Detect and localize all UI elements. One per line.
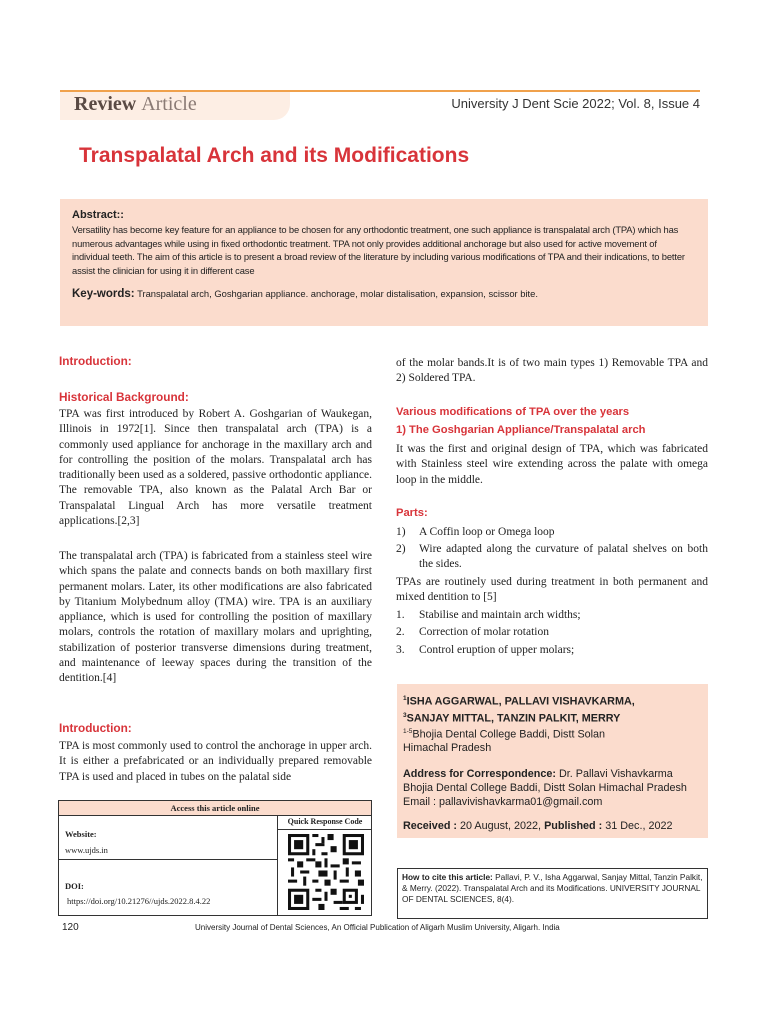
email[interactable]: Email : pallavivishavkarma01@gmail.com [403,795,603,808]
dates: Received : 20 August, 2022, Published : 31 Dec., 2022 [403,819,673,832]
header-rule [60,90,700,92]
intro-heading: Introduction: [59,354,132,368]
article-type: Review Article [74,93,197,115]
doi-link[interactable]: https://doi.org/10.21276//ujds.2022.8.4.22 [67,896,211,906]
intro2-paragraph: TPA is most commonly used to control the anchorage in upper arch. It is either a prefabricated or an individually prepared removable TPA is used and placed in tubes on the palatal side [59,740,372,783]
doi-label: DOI: [65,881,84,891]
intro2-heading: Introduction: [59,721,132,735]
goshgarian-paragraph: It was the first and original design of TPA, which was fabricated with Stainless steel wire extending across the palate with omega loop in the middle. [396,443,708,486]
historical-paragraph: TPA was first introduced by Robert A. Goshgarian of Waukegan, Illinois in 1972[1]. Since then transpalatal arch (TPA) is a commonly used appliance for anchorage in the maxillary arch and for controlling the position of the molars. Transpalatal arch has traditionally been used as a soldered, passive orthodontic appliance. The removable TPA, also known as the Palatal Arch Bar or Transpalatal Lingual Arch has more versatile treatment applications.[2,3] [59,408,372,528]
affiliation: $^{1-5}$Bhojia Dental College Baddi, Distt Solan Himachal Pradesh [403,728,606,754]
website-link[interactable]: www.ujds.in [65,845,108,855]
page-number: 120 [62,922,79,933]
keywords: Key-words: Transpalatal arch, Goshgarian appliance. anchorage, molar distalisation, expansion, scissor bite. [72,288,538,300]
qr-code-icon[interactable] [288,833,364,911]
access-heading: Access this article online [59,801,371,816]
uses-item: 3. Control eruption of upper molars; [396,644,575,656]
author-box [397,684,708,838]
abstract-text: Versatility has become key feature for an appliance to be chosen for any orthodontic treatment, one such appliance is transpalatal arch (TPA) which has numerous advantages while using in fixed orthodontic treatment. TPA not only provides additional anchorage but also used for active movement of individual teeth. The aim of this article is to present a broad review of the literature by including various modifications of TPA and their indications, to better assist the clinician for using it in different case [72,224,685,276]
journal-reference: University J Dent Scie 2022; Vol. 8, Issue 4 [451,96,700,111]
abstract-heading: Abstract:: [72,209,124,221]
historical-heading: Historical Background: [59,390,189,404]
article-title: Transpalatal Arch and its Modifications [79,144,470,167]
footer-text: University Journal of Dental Sciences, An Official Publication of Aligarh Muslim University, Aligarh. India [195,923,560,932]
abstract-box [60,199,708,326]
continuation-paragraph: of the molar bands.It is of two main types 1) Removable TPA and 2) Soldered TPA. [396,357,708,385]
qr-column [277,815,372,915]
parts-item: 2) Wire adapted along the curvature of palatal shelves on both the sides. [396,543,708,571]
access-divider [59,859,277,860]
parts-item: 1) A Coffin loop or Omega loop [396,526,555,538]
uses-item: 2. Correction of molar rotation [396,626,549,638]
citation-box: How to cite this article: Pallavi, P. V., Isha Aggarwal, Sanjay Mittal, Tanzin Palkit, & Merry. (2022). Transpalatal Arch and its Modifications. UNIVERSITY JOURNAL OF DENTAL SCIENCES, 8(4). [397,868,708,919]
modifications-heading: Various modifications of TPA over the years [396,406,630,418]
qr-label: Quick Response Code [278,815,372,830]
correspondence: Address for Correspondence: Dr. Pallavi Vishavkarma Bhojia Dental College Baddi, Distt Solan Himachal Pradesh Email : pallavivishavkarma01@gmail.com [403,767,687,808]
author-names: $^1$ISHA AGGARWAL, PALLAVI VISHAVKARMA, $^3$SANJAY MITTAL, TANZIN PALKIT, MERRY [403,695,635,725]
fabrication-paragraph: The transpalatal arch (TPA) is fabricated from a stainless steel wire which spans the palate and connects bands on both maxillary first permanent molars. Later, its other modifications are also fabricated by Titanium Molybednum alloy (TMA) wire. TPA is an auxiliary appliance, which is used for controlling the position of maxillary molars, controls the rotation of maxillary molars and uprighting, stabilization of posterior transverse dimensions during treatment, and maintenance of leeway spaces during the transition of the dentition.[4] [59,550,372,685]
goshgarian-heading: 1) The Goshgarian Appliance/Transpalatal arch [396,424,646,436]
access-box [58,800,372,916]
uses-item: 1. Stabilise and maintain arch widths; [396,609,581,621]
parts-heading: Parts: [396,507,428,519]
routine-paragraph: TPAs are routinely used during treatment in both permanent and mixed dentition to [5] [396,576,708,604]
website-label: Website: [65,829,97,839]
